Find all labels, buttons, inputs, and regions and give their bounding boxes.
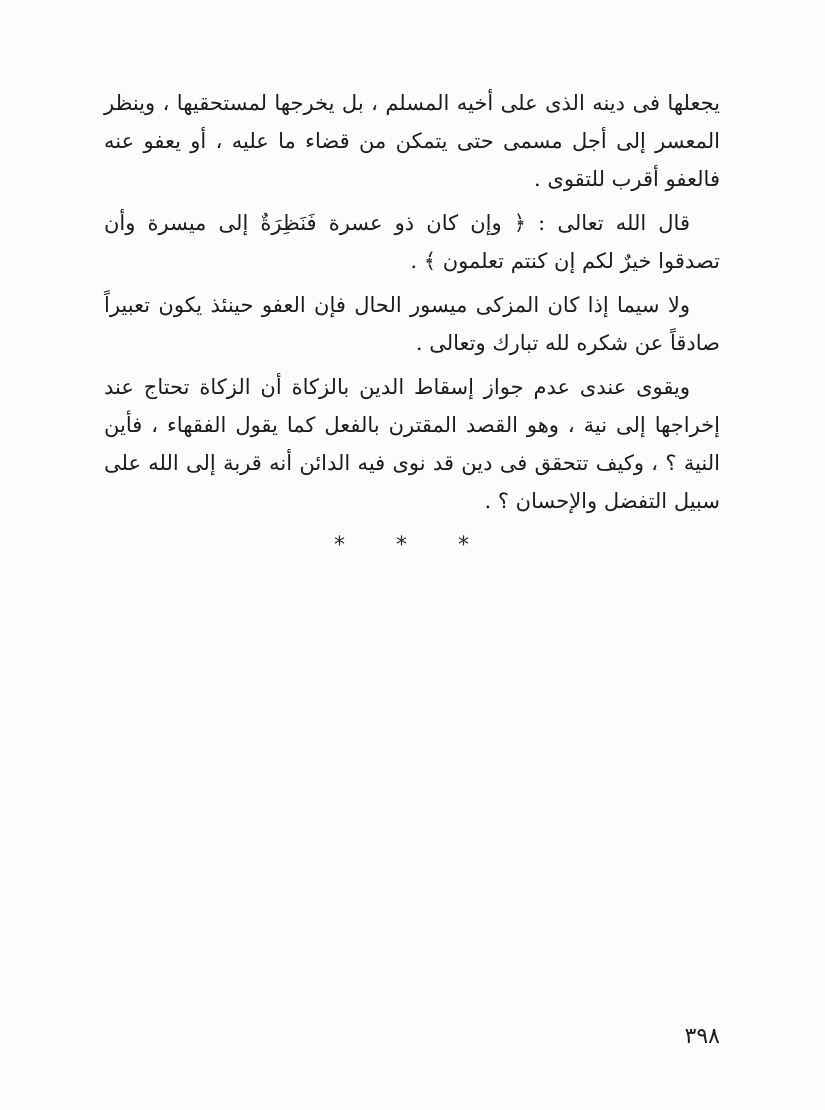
page-number: ٣٩٨: [684, 1024, 720, 1049]
paragraph-1: يجعلها فى دينه الذى على أخيه المسلم ، بل يخرجها لمستحقيها ، وينظر المعسر إلى أجل مسمى حتى يتمكن من قضاء ما عليه ، أو يعفو عنه فالعفو أقرب للتقوى .: [104, 91, 720, 191]
paragraph-2-quran-verse: قال الله تعالى : ﴿ وإن كان ذو عسرة فَنَظِرَةٌ إلى ميسرة وأن تصدقوا خيرٌ لكم إن كنتم تعلمون ﴾ .: [104, 211, 720, 273]
paragraph-3: ولا سيما إذا كان المزكى ميسور الحال فإن العفو حينئذ يكون تعبيراً صادقاً عن شكره لله تبارك وتعالى .: [104, 293, 720, 355]
body-text: [104, 84, 720, 526]
paragraph-4: ويقوى عندى عدم جواز إسقاط الدين بالزكاة أن الزكاة تحتاج عند إخراجها إلى نية ، وهو القصد المقترن بالفعل كما يقول الفقهاء ، فأين النية ؟ ، وكيف تتحقق فى دين قد نوى فيه الدائن أنه قربة إلى الله على سبيل التفضل والإحسان ؟ .: [104, 375, 720, 513]
section-divider-asterisks: * * *: [334, 533, 491, 558]
